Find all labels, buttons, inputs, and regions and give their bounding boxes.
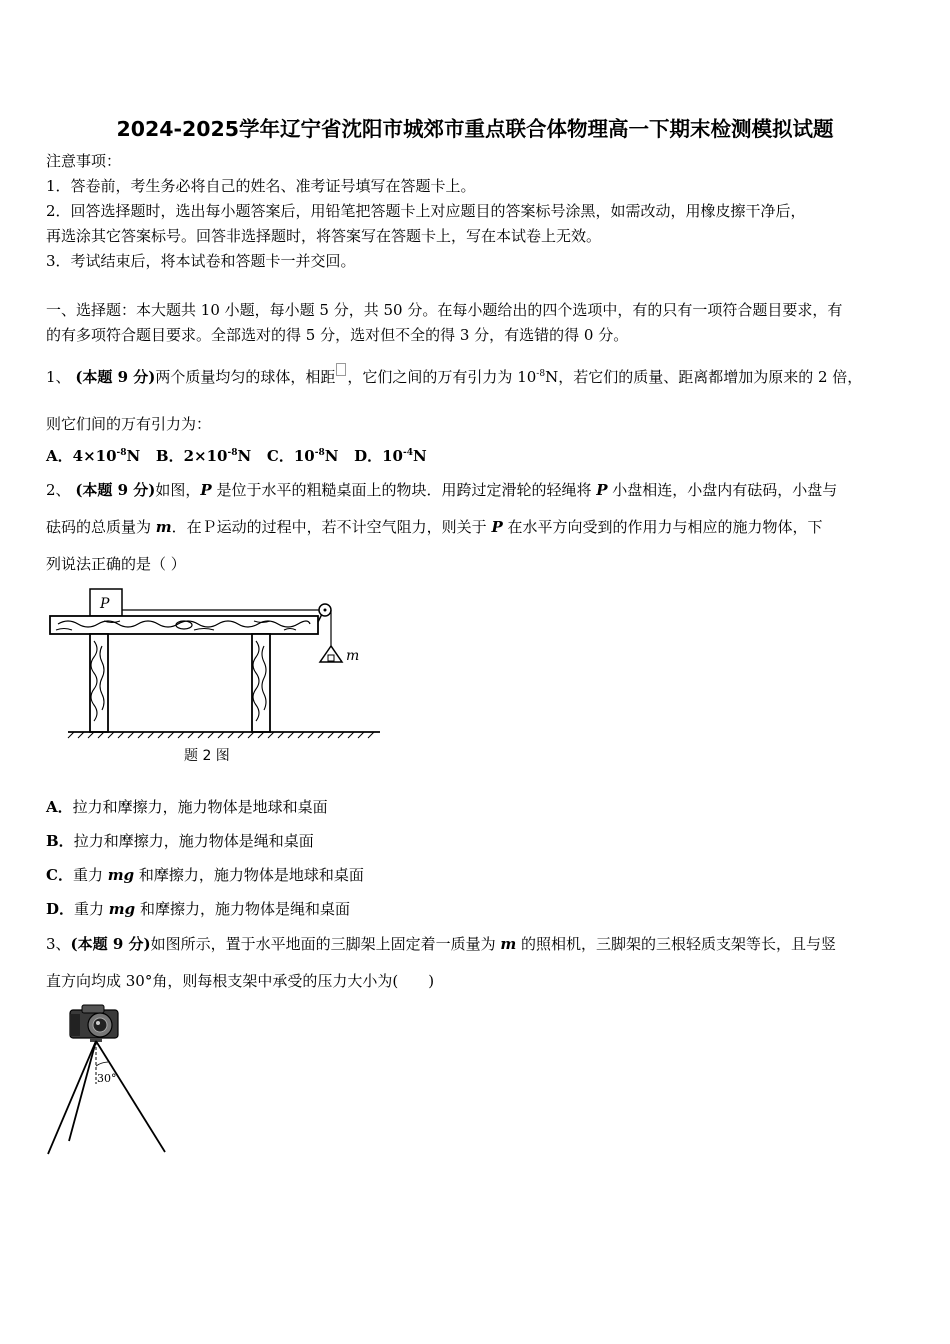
tabletop (50, 616, 318, 634)
mass-label: m (346, 648, 360, 664)
notice-item: 1．答卷前，考生务必将自己的姓名、准考证号填写在答题卡上。 (46, 177, 476, 195)
tripod-leg (69, 1041, 96, 1141)
section-intro: 一、选择题：本大题共 10 小题，每小题 5 分，共 50 分。在每小题给出的四个选项中，有的只有一项符合题目要求，有 (46, 301, 843, 319)
question-1-options (46, 446, 427, 466)
camera-tripod-figure (42, 1004, 177, 1160)
question-2-stem-line2: 砝码的总质量为 m．在Ｐ运动的过程中，若不计空气阻力，则关于 P 在水平方向受到的作用力与相应的施力物体，下 (46, 518, 823, 536)
option-d[interactable]: D．$10^{-4}N$ (354, 447, 427, 465)
question-number: 1、 (46, 368, 71, 386)
notice-item: 2．回答选择题时，选出每小题答案后，用铅笔把答题卡上对应题目的答案标号涂黑，如需改动，用橡皮擦干净后， (46, 202, 806, 220)
option-c[interactable]: C．重力 mg 和摩擦力，施力物体是地球和桌面 (46, 866, 364, 884)
question-2-stem: 2、 (本题 9 分)如图，P 是位于水平的粗糙桌面上的物块．用跨过定滑轮的轻绳将 P 小盘相连，小盘内有砝码，小盘与 (46, 481, 838, 499)
tripod-leg (48, 1041, 96, 1154)
question-3-stem-line2: 直方向均成 30°角，则每根支架中承受的压力大小为( ) (46, 972, 435, 990)
question-number: 3、 (46, 935, 71, 953)
question-3-stem: 3、(本题 9 分)如图所示，置于水平地面的三脚架上固定着一质量为 m 的照相机，三脚架的三根轻质支架等长，且与竖 (46, 935, 837, 953)
option-a[interactable]: A．拉力和摩擦力，施力物体是地球和桌面 (46, 798, 328, 816)
angle-label: 30° (97, 1072, 117, 1085)
option-b[interactable]: B．拉力和摩擦力，施力物体是绳和桌面 (46, 832, 314, 850)
block-p-label: P (100, 596, 110, 612)
option-d[interactable]: D．重力 mg 和摩擦力，施力物体是绳和桌面 (46, 900, 350, 918)
missing-symbol-box (336, 363, 346, 376)
section-intro: 的有多项符合题目要求。全部选对的得 5 分，选对但不全的得 3 分，有选错的得 0 分。 (46, 326, 629, 344)
figure-caption: 题 2 图 (184, 748, 230, 764)
notice-heading: 注意事项： (46, 152, 122, 170)
question-number: 2、 (46, 481, 71, 499)
table-leg-right (252, 634, 270, 732)
option-b[interactable]: B．$2\times 10^{-8}N$ (155, 447, 252, 465)
tripod-leg (96, 1041, 165, 1152)
question-2-stem-line3: 列说法正确的是（ ） (46, 555, 186, 573)
option-a[interactable]: A．$4\times 10^{-8}N$ (46, 447, 141, 465)
question-score: (本题 9 分) (70, 935, 151, 953)
question-1-stem-line2: 则它们间的万有引力为： (46, 415, 212, 433)
page-title: 2024-2025学年辽宁省沈阳市城郊市重点联合体物理高一下期末检测模拟试题 (116, 117, 834, 141)
table-leg-left (90, 634, 108, 732)
question-score: (本题 9 分) (75, 368, 156, 386)
question-score: (本题 9 分) (75, 481, 156, 499)
table-pulley-figure (44, 586, 389, 766)
notice-item: 3．考试结束后，将本试卷和答题卡一并交回。 (46, 252, 356, 270)
notice-item: 再选涂其它答案标号。回答非选择题时，将答案写在答题卡上，写在本试卷上无效。 (46, 227, 602, 245)
option-c[interactable]: C．$10^{-8}N$ (266, 447, 339, 465)
question-1-stem: 1、 (本题 9 分)两个质量均匀的球体，相距 ，它们之间的万有引力为 $10^{-8}N$，若它们的质量、距离都增加为原来的 2 倍， (46, 363, 862, 387)
